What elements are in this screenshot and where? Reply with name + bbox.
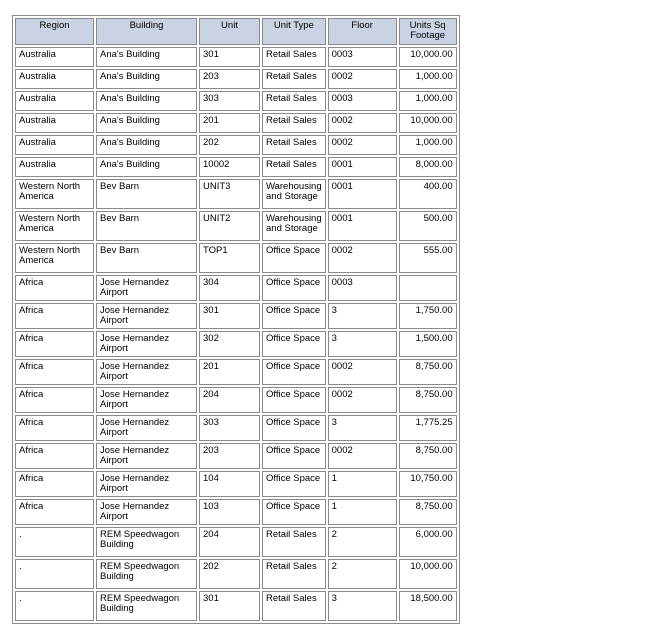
table-body	[15, 47, 457, 621]
region-cell: Australia	[15, 47, 94, 67]
unit-type-cell: Office Space	[262, 415, 326, 441]
floor-cell: 0003	[328, 275, 397, 301]
region-cell: Western North America	[15, 243, 94, 273]
unit-type-cell: Retail Sales	[262, 113, 326, 133]
sq-footage-cell: 1,000.00	[399, 91, 457, 111]
unit-type-cell: Office Space	[262, 359, 326, 385]
floor-cell: 0002	[328, 69, 397, 89]
sq-footage-cell: 6,000.00	[399, 527, 457, 557]
building-cell: Jose Hernandez Airport	[96, 275, 197, 301]
table-row	[15, 113, 457, 133]
building-cell: Bev Barn	[96, 211, 197, 241]
column-header-sq-footage: Units Sq Footage	[399, 18, 457, 45]
floor-cell: 3	[328, 331, 397, 357]
region-cell: Africa	[15, 359, 94, 385]
unit-cell: 10002	[199, 157, 260, 177]
unit-type-cell: Office Space	[262, 275, 326, 301]
sq-footage-cell: 400.00	[399, 179, 457, 209]
column-header-floor: Floor	[328, 18, 397, 45]
sq-footage-cell: 10,750.00	[399, 471, 457, 497]
table-row	[15, 47, 457, 67]
table-row	[15, 471, 457, 497]
unit-type-cell: Office Space	[262, 243, 326, 273]
region-cell: .	[15, 527, 94, 557]
unit-cell: 202	[199, 559, 260, 589]
floor-cell: 0002	[328, 135, 397, 155]
region-cell: Australia	[15, 113, 94, 133]
units-table	[12, 15, 460, 624]
table-row	[15, 591, 457, 621]
table-row	[15, 387, 457, 413]
unit-cell: UNIT3	[199, 179, 260, 209]
region-cell: Australia	[15, 91, 94, 111]
floor-cell: 0002	[328, 243, 397, 273]
table-row	[15, 135, 457, 155]
unit-type-cell: Office Space	[262, 443, 326, 469]
sq-footage-cell: 1,000.00	[399, 69, 457, 89]
column-header-building: Building	[96, 18, 197, 45]
building-cell: Ana's Building	[96, 113, 197, 133]
unit-type-cell: Retail Sales	[262, 91, 326, 111]
building-cell: REM Speedwagon Building	[96, 591, 197, 621]
unit-type-cell: Warehousing and Storage	[262, 211, 326, 241]
unit-type-cell: Retail Sales	[262, 157, 326, 177]
region-cell: Africa	[15, 471, 94, 497]
table-row	[15, 359, 457, 385]
building-cell: Ana's Building	[96, 69, 197, 89]
building-cell: Ana's Building	[96, 47, 197, 67]
unit-cell: 303	[199, 415, 260, 441]
unit-cell: UNIT2	[199, 211, 260, 241]
unit-type-cell: Office Space	[262, 387, 326, 413]
building-cell: Jose Hernandez Airport	[96, 415, 197, 441]
unit-cell: 303	[199, 91, 260, 111]
building-cell: Jose Hernandez Airport	[96, 443, 197, 469]
floor-cell: 1	[328, 471, 397, 497]
unit-cell: 301	[199, 303, 260, 329]
unit-cell: 204	[199, 527, 260, 557]
unit-type-cell: Retail Sales	[262, 591, 326, 621]
sq-footage-cell: 8,750.00	[399, 443, 457, 469]
unit-cell: 201	[199, 359, 260, 385]
unit-type-cell: Retail Sales	[262, 559, 326, 589]
sq-footage-cell: 10,000.00	[399, 113, 457, 133]
building-cell: REM Speedwagon Building	[96, 527, 197, 557]
table-row	[15, 331, 457, 357]
table-row	[15, 527, 457, 557]
sq-footage-cell: 8,750.00	[399, 499, 457, 525]
floor-cell: 3	[328, 591, 397, 621]
building-cell: Bev Barn	[96, 179, 197, 209]
table-row	[15, 179, 457, 209]
unit-type-cell: Office Space	[262, 303, 326, 329]
unit-cell: 203	[199, 69, 260, 89]
header-row	[15, 18, 457, 45]
region-cell: Africa	[15, 331, 94, 357]
floor-cell: 0001	[328, 211, 397, 241]
unit-cell: 104	[199, 471, 260, 497]
sq-footage-cell: 8,750.00	[399, 359, 457, 385]
floor-cell: 1	[328, 499, 397, 525]
sq-footage-cell: 1,000.00	[399, 135, 457, 155]
floor-cell: 0003	[328, 91, 397, 111]
region-cell: Australia	[15, 157, 94, 177]
region-cell: Western North America	[15, 211, 94, 241]
unit-cell: 201	[199, 113, 260, 133]
floor-cell: 0002	[328, 359, 397, 385]
floor-cell: 0002	[328, 443, 397, 469]
table-row	[15, 157, 457, 177]
column-header-unit: Unit	[199, 18, 260, 45]
unit-cell: 302	[199, 331, 260, 357]
building-cell: Jose Hernandez Airport	[96, 499, 197, 525]
floor-cell: 0002	[328, 113, 397, 133]
unit-cell: 103	[199, 499, 260, 525]
region-cell: Africa	[15, 387, 94, 413]
building-cell: Ana's Building	[96, 135, 197, 155]
region-cell: .	[15, 559, 94, 589]
building-cell: Jose Hernandez Airport	[96, 387, 197, 413]
table-row	[15, 211, 457, 241]
report-container	[12, 15, 460, 624]
unit-cell: 304	[199, 275, 260, 301]
unit-type-cell: Retail Sales	[262, 47, 326, 67]
unit-cell: 301	[199, 47, 260, 67]
unit-cell: 301	[199, 591, 260, 621]
sq-footage-cell: 18,500.00	[399, 591, 457, 621]
unit-type-cell: Retail Sales	[262, 135, 326, 155]
region-cell: Australia	[15, 69, 94, 89]
building-cell: Ana's Building	[96, 91, 197, 111]
table-row	[15, 559, 457, 589]
unit-cell: 204	[199, 387, 260, 413]
unit-cell: TOP1	[199, 243, 260, 273]
table-row	[15, 415, 457, 441]
unit-type-cell: Warehousing and Storage	[262, 179, 326, 209]
unit-type-cell: Retail Sales	[262, 69, 326, 89]
region-cell: .	[15, 591, 94, 621]
unit-type-cell: Office Space	[262, 471, 326, 497]
table-row	[15, 91, 457, 111]
floor-cell: 0001	[328, 179, 397, 209]
region-cell: Africa	[15, 443, 94, 469]
building-cell: Jose Hernandez Airport	[96, 331, 197, 357]
unit-cell: 203	[199, 443, 260, 469]
building-cell: REM Speedwagon Building	[96, 559, 197, 589]
building-cell: Ana's Building	[96, 157, 197, 177]
sq-footage-cell: 1,500.00	[399, 331, 457, 357]
region-cell: Africa	[15, 499, 94, 525]
table-row	[15, 443, 457, 469]
unit-type-cell: Office Space	[262, 331, 326, 357]
sq-footage-cell: 500.00	[399, 211, 457, 241]
floor-cell: 0001	[328, 157, 397, 177]
table-row	[15, 303, 457, 329]
sq-footage-cell: 10,000.00	[399, 47, 457, 67]
unit-cell: 202	[199, 135, 260, 155]
region-cell: Western North America	[15, 179, 94, 209]
floor-cell: 0002	[328, 387, 397, 413]
table-row	[15, 69, 457, 89]
floor-cell: 3	[328, 303, 397, 329]
building-cell: Jose Hernandez Airport	[96, 471, 197, 497]
table-row	[15, 275, 457, 301]
floor-cell: 0003	[328, 47, 397, 67]
building-cell: Jose Hernandez Airport	[96, 303, 197, 329]
sq-footage-cell: 10,000.00	[399, 559, 457, 589]
table-row	[15, 243, 457, 273]
column-header-region: Region	[15, 18, 94, 45]
column-header-unit-type: Unit Type	[262, 18, 326, 45]
unit-type-cell: Office Space	[262, 499, 326, 525]
sq-footage-cell: 1,775.25	[399, 415, 457, 441]
building-cell: Bev Barn	[96, 243, 197, 273]
region-cell: Africa	[15, 415, 94, 441]
sq-footage-cell	[399, 275, 457, 301]
building-cell: Jose Hernandez Airport	[96, 359, 197, 385]
sq-footage-cell: 555.00	[399, 243, 457, 273]
floor-cell: 3	[328, 415, 397, 441]
sq-footage-cell: 8,000.00	[399, 157, 457, 177]
region-cell: Africa	[15, 275, 94, 301]
floor-cell: 2	[328, 559, 397, 589]
unit-type-cell: Retail Sales	[262, 527, 326, 557]
sq-footage-cell: 1,750.00	[399, 303, 457, 329]
region-cell: Africa	[15, 303, 94, 329]
sq-footage-cell: 8,750.00	[399, 387, 457, 413]
region-cell: Australia	[15, 135, 94, 155]
floor-cell: 2	[328, 527, 397, 557]
